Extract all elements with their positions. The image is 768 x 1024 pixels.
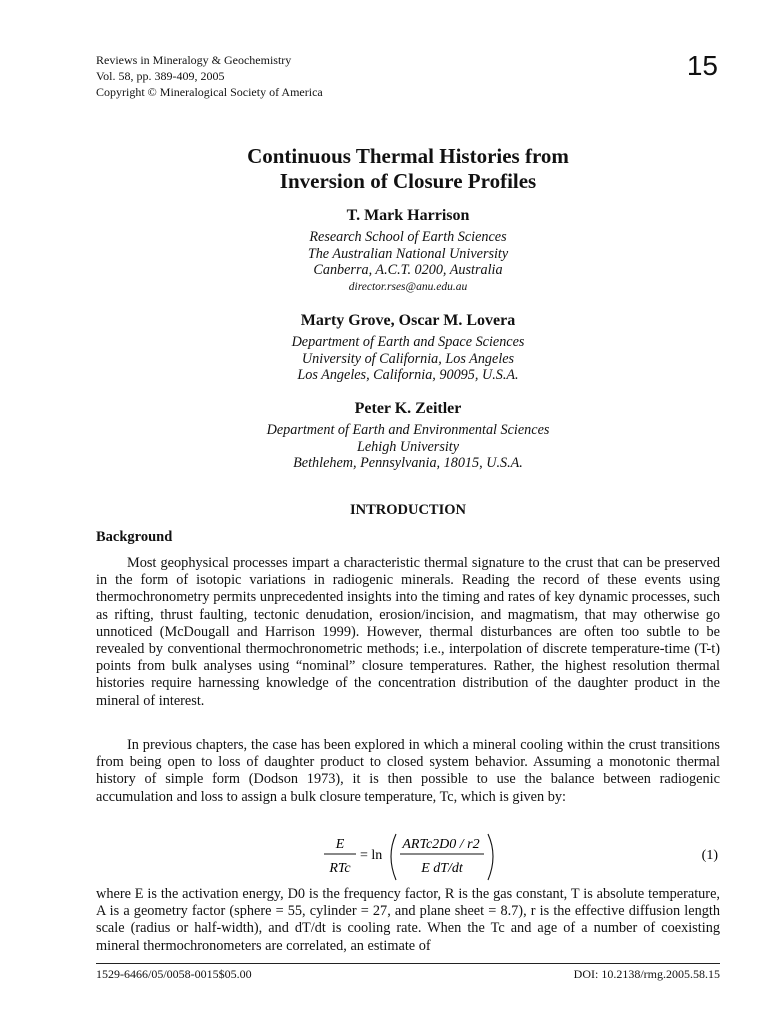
affiliation-line: Lehigh University [356, 438, 460, 455]
journal-header [96, 52, 323, 100]
eq-ln-operator: = ln [360, 848, 383, 863]
equation-graphic [96, 830, 720, 888]
affiliation-line: Bethlehem, Pennsylvania, 18015, U.S.A. [293, 455, 523, 471]
eq-rhs-denominator: E dT/dt [421, 861, 463, 876]
eq-left-paren [391, 834, 396, 880]
affiliation-line: Research School of Earth Sciences [309, 229, 507, 245]
affiliation-line: Department of Earth and Environmental Sciences [266, 422, 550, 438]
author-block-3 [96, 399, 720, 472]
eq-lhs-numerator: E [335, 837, 345, 852]
title-line-2: Inversion of Closure Profiles [279, 169, 537, 193]
eq-lhs-denominator: RTc [329, 861, 351, 876]
title-line-1: Continuous Thermal Histories from [247, 144, 569, 168]
author-block-1 [96, 206, 720, 295]
paragraph-1: Most geophysical processes impart a characteristic thermal signature to the crust that can be preserved in the form of isotopic variations in radiogenic minerals. Reading the record of these events using thermochronometry permits unprecedented insights into the timing and rates of key dynamic processes, such as rifting, thrust faulting, tectonic denudation, erosion/incision, and magmatism, that may otherwise go unnoticed (McDougall and Harrison 1999). However, thermal disturbances are often too subtle to be revealed by conventional thermochronometric methods; i.e., interpolation of discrete temperature-time (T-t) points from bulk analyses using “nominal” closure temperatures. Rather, the highest resolution thermal histories require harnessing knowledge of the concentration distribution of the daughter product in the mineral of interest. [96, 555, 720, 709]
author-names: Marty Grove, Oscar M. Lovera [300, 312, 516, 329]
eq-right-paren [488, 834, 493, 880]
section-heading: INTRODUCTION [349, 502, 466, 518]
journal-volume: Vol. 58, pp. 389-409, 2005 [96, 69, 225, 83]
paragraph-3: where E is the activation energy, D0 is the frequency factor, R is the gas constant, T is absolute temperature, A is a geometry factor (sphere = 55, cylinder = 27, and plane sheet = 8.7), r is the effective diffusion length scale (radius or half-width), and dT/dt is cooling rate. When the Tc and age of a number of coexisting mineral thermochronometers are correlated, an estimate of [96, 886, 720, 954]
journal-copyright: Copyright © Mineralogical Society of America [96, 85, 323, 99]
eq-rhs-numerator: ARTc2D0 / r2 [402, 837, 480, 852]
footer-doi[interactable]: DOI: 10.2138/rmg.2005.58.15 [573, 967, 720, 981]
paragraph-2: In previous chapters, the case has been explored in which a mineral cooling within the crust transitions from being open to loss of daughter product to closed system behavior. Assuming a monotonic thermal history of simple form (Dodson 1973), it is then possible to use the balance between radiogenic accumulation and loss to assign a bulk closure temperature, Tc, which is given by: [96, 737, 720, 805]
paper-title [96, 144, 720, 194]
affiliation-line: Department of Earth and Space Sciences [291, 334, 525, 350]
author-names: T. Mark Harrison [346, 207, 470, 224]
affiliation-line: The Australian National University [307, 245, 509, 262]
author-email[interactable]: director.rses@anu.edu.au [348, 280, 468, 293]
affiliation-line: Los Angeles, California, 90095, U.S.A. [297, 367, 519, 383]
footer-rule [96, 963, 720, 964]
affiliation-line: University of California, Los Angeles [301, 350, 515, 367]
author-block-2 [96, 311, 720, 384]
journal-name: Reviews in Mineralogy & Geochemistry [96, 53, 292, 67]
author-names: Peter K. Zeitler [354, 400, 462, 417]
subsection-heading: Background [96, 529, 173, 545]
equation-1 [96, 830, 720, 888]
footer-issn: 1529-6466/05/0058-0015$05.00 [96, 967, 252, 981]
affiliation-line: Canberra, A.C.T. 0200, Australia [313, 262, 503, 278]
eq-number: (1) [701, 848, 718, 863]
chapter-number: 15 [686, 50, 718, 81]
